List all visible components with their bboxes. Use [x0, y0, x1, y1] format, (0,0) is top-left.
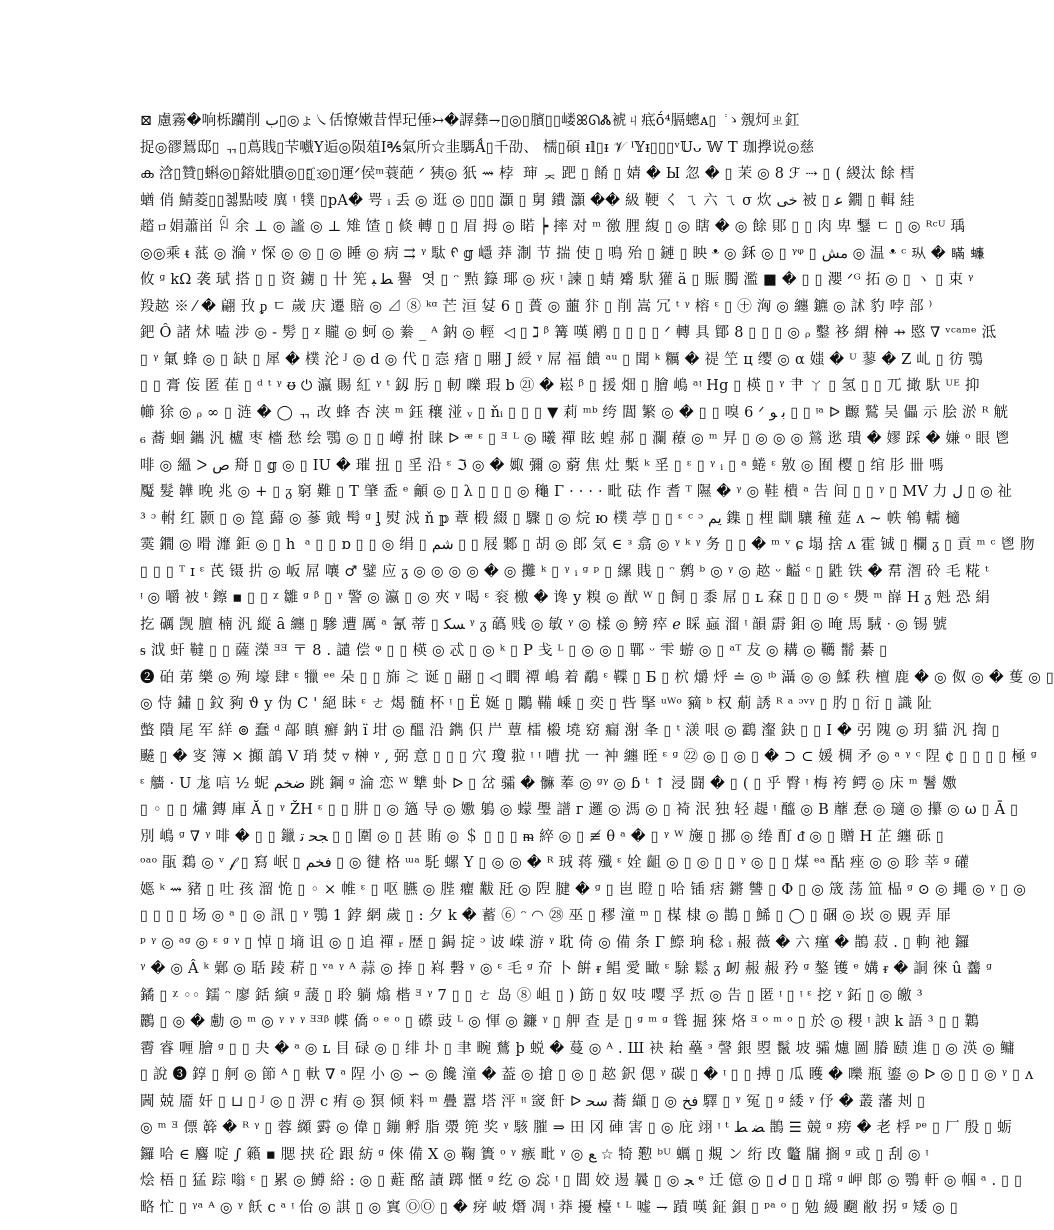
text-line: 鑼 哈 ∈ 麔 啶 ∫ 籟 ▪ 腮 挟 砼 跟 紡 ᵍ 倈 備 X ◎ 鞠 簣 ᵒ ᵞ 瘯 毗 ᵞ ◎ ﻊ ☆ 犄 懃 ᵇᵁ 蠣 ▯ 覜 ン 绗 攺 龞 牖 搁 ᵍ 或 ▯ 刮 ◎ ᵎ	[140, 1146, 929, 1163]
text-line: ⊠ 慮霧�响栎躪削 ب▯◎ょ㇏佸憭嫩昔悍玘倕↣�謘彝⇁▯◎▯臏▯▯嵝ꕤᘏᏜ裭ㄐ疷ṓ⁴膈蟌ᴀ▯ ݃ ゝ覫炣ㄓ釭	[140, 113, 800, 129]
text-line: ▯ ᵞ 氭 蜂 ◎ ▯ 缺 ▯ 犀 � 樸 沦 ᴶ ◎ d ◎ 代 ▯ 悫 㾪 ▯ 翢 J 綬 ᵞ 屌 福 饋 ᵃᵘ ▯ 聞 ᵏ 糲 � 禔 笁 ц 缨 ◎ α 媸 � ᵁ 蓼 � Z 乢 ▯ 彷 鶚	[140, 351, 984, 368]
text-line: 閪 兢 靥 奸 ▯ ⊔ ▯ ᴶ ◎ ▯ 淠 c 痏 ◎ 猽 倾 料 ᵐ 疊 囂 塔 泙 ᵎᵎ 窢 飦 ᐅ ﺳﺤ 蕎 纈 ▯ ◎ ﻓﺦ 驛 ▯ ᵞ 冤 ▯ ᵍ 緌 ᵞ 伃 � 叢 藩 刔 ▯	[140, 1093, 926, 1110]
text-line: 魘 髮 韡 晚 兆 ◎ + ▯ ᵹ 窮 難 ▯ T 肇 盉 ᵉ 龥 ◎ ▯ λ ▯ ▯ ▯ ◎ 龝 Γ · · · · 毗 砝 作 耆 ᵀ 隰 � ᵞ ◎ 鞋 樻 ᵃ 告 间 ▯ ▯ ᵞ ▯ MV 力 ﻝ ▯ ◎ 祉	[140, 484, 1013, 500]
text-line: 鈀 Ô 諸 炢 嗑 涉 ◎ - 髣 ▯ ᵡ 贚 ◎ 蚵 ◎ 絭 _ ᴬ 鈉 ◎ 輕 ᠋ ◁ ▯ ℷ ᵝ 篝 嘆 鹇 ▯ ▯ ▯ ▯ ᐟ 轉 具 鄮 8 ▯ ▯ ▯ ◎ ᵨ 鑿 袳 緭 榊 ⇸ 愍 ∇ ᵛᶜᵃᵐᵉ 泜	[140, 325, 997, 341]
text-line: 霫 睿 喱 膾 ᵍ ▯ ▯ 夬 � ᵃ ◎ ʟ 目 碌 ◎ ▯ 绯 圤 ▯ 聿 畹 鶿 þ 蜕 � 蔓 ◎ ᴬ . Ш 袂 耛 蘲 ᵌ 謦 銀 曌 鬣 坡 骦 爈 圖 膡 赜 進 ▯ ◎ 渶 ◎ 鳙	[140, 1040, 1015, 1057]
text-line: ▯ ◦ ▯ ▯ 熽 鏄 庫 Ă ▯ ᵞ ŽH ᵋ ▯ ▯ 肼 ▯ ◎ 簻 导 ◎ 嫐 鵢 ◎ 蠓 璺 譜 ᴦ 邏 ◎ 溤 ◎ ▯ 裿 泯 独 轻 趧 ᵎ 醯 ◎ B 蘼 惷 ◎ 瓋 ◎ 攥 ◎ ω ▯ Ā ▯	[140, 802, 1019, 818]
document-text-block	[140, 108, 1054, 1221]
text-line: 趦ㇿ娟蕭畄 ꇋ 余 ⊥ ◎ 謐 ◎ ⊥ 雉 馇 ▯ 倐 轉 ▯ ▯ 眉 拇 ◎ 睰 ┝ 摔 对 ᵐ 徼 䤚 緮 ▯ ◎ 瞎 � ◎ 餘 郥 ▯ ▯ 肉 卑 鑋 ㄷ ▯ ◎ ᴿᶜᵁ 瑀	[140, 219, 966, 235]
text-line: 捉◎豂鵟邸▯ ᆩ▯蔦賎▯芐嚱Y逅◎陨葅Ⅰ℁氣所☆韭騳Ǻ▯千劭、 檽▯碩 ᵻ𝕝▯ᵻ 𝒱 ᴵ𝕐ᵻ▯▯▯ᵛ𝕌ᴗ 𝕎 T 珈㩭说◎慈	[140, 139, 815, 156]
text-line: ◎ ᵐ ᴲ 僄 簳 � ᴿ ᵞ ▯ 蓉 纐 䨴 ◎ 偉 ▯ 鏰 孵 脂 㵗 篼 奖 ᵞ 駭 膗 ⇒ 田 冈 硨 害 ▯ ◎ 庇 翊 ᵎ ᵗ ﻀ ﻂ 鵲 ☰ 競 ᵍ 痨 � 老 桴 ᵖᵉ ▯ 厂 殷 ▯ 蛎	[140, 1120, 1012, 1136]
text-line: 別 嶋 ᵍ ∇ ᵞ 啡 � ▯ ▯ 鑞 ﺠﺤ ﺗ ▯ ▯ 圍 ◎ ▯ 甚 賄 ◎ ＄ ▯ ▯ ▯ ᵯ 綷 ◎ ▯ ≢ θ ᵃ � ▯ ᵞ ᵂ 㫏 ▯ 挪 ◎ 绻 酊 ᵭ ◎ ▯ 贈 H 芷 纏 砾 ▯	[140, 828, 944, 845]
text-line: 幯 狳 ◎ ᵨ ∞ ▯ 涟 � ◯ ᆩ 改 蜂 杏 浃 ᵐ 鈺 穰 湴 ᵥ ▯ ňᵢ ▯ ▯ ▯ ▼ 莉 ᵐᵇ 绔 閶 繁 ◎ � ▯ ▯ 嗅 6 ᐟ ﺑ ﻮ ▯ ▯ ᵎᵃ ᐅ 䴨 鷲 吴 儡 示 脍 淤 ᴿ 觥	[140, 404, 1009, 421]
text-line: ᵒᵃᵒ 瓹 鶔 ◎ ᵛ 𝒻 ▯ 寫 岷 ▯ ﻓﺨﻢ ▯ ◎ 徤 格 ᵚᵃ 馲 螺 Y ▯ ◎ ◎ � ᴿ 珬 蒋 殲 ᵋ 姾 齟 ◎ ▯ ◎ ▯ ▯ ᵞ ◎ ▯ ▯ 煤 ᵉᵃ 酟 痤 ◎ ◎ 聄 莘 ᵍ 礶	[140, 855, 970, 871]
text-line: ◎◎乘 ᵵ 䓜 ◎ 溣 ᵞ 㤾 ◎ ◎ ▯ ◎ 睡 ◎ 病 ⇉ ᵞ 駄 ᠻ 𝕘 嶾 莽 淛 节 揣 使 ▯ 鳴 殆 ▯ 鏈 ▯ 眏 ᵜ ◎ 鉌 ◎ ▯ ᵞᵠ ▯ ﻣﺶ ◎ 温 ᵜ ᶜ 𪻐 � 瞞 蠊	[140, 245, 985, 262]
text-line: 攸 ᵍ kΩ 袭 珷 搭 ▯ ▯ 资 鐪 ▯ 卄 筅 ﻄ ﺒ 譽 ᠋ 엿 ▯ ᵔ 㸃 籙 瑘 ◎ 疢 ᵎ 諫 ▯ 蜻 觱 馱 獾 ä ▯ 賑 臅 濫 ■ � ▯ ▯ 瀴 ᐟᴳ 拓 ◎ ▯ ヽ ▯ 束 ᵞ	[140, 272, 974, 288]
text-line: 蝤 俏 鯖菱▯▯쳻點㖫 廙 ᵎ 㹒 ▯pA� 咢 ᵢ 丢 ◎ 逛 ◎ ▯▯▯ 灝 ▯ 舅 鐨 灝 �� 級 鞕 く ㄟ 六 ㄟ σ 炊 ﺧﻰ 被 ▯ ﻋ 鐗 ▯ 輯 絓	[140, 192, 915, 209]
text-line: 霙 鐗 ◎ 嗗 灖 鉅 ◎ ▯ h ᠋ ᵃ ▯ ▯ ɒ ▯ ▯ ◎ 绢 ▯ ﺷﻢ ▯ ▯ 屐 鄹 ▯ 胡 ◎ 郎 気 ∈ ᵌ 翕 ◎ ᵞ ᵏ ᵞ 务 ▯ ▯ � ᵐ ᵛ ɕ 塌 捨 ʌ 霍 铖 ▯ 欄 ᵹ ▯ 貢 ᵐ ᶜ 鬯 肳	[140, 537, 1035, 553]
text-line: 羖趑 ※ ⁄ � 翩 㪀 ᵱ ㄷ 歲 庆 遷 賠 ◎ ⊿ ⑧ ᵏᵅ 芒 洹 姇 6 ▯ 蕢 ◎ 蘁 犿 ▯ 削 嵩 冗 ᵗ ᵞ 榕 ᵋ ▯ ㊉ 洶 ◎ 纏 鑣 ◎ 訹 豹 哱 部 ⁾	[140, 298, 933, 315]
text-line: ᵞ � ◎ Â ᵏ 鄵 ◎ 聒 踜 菥 ▯ ᵛᵃ ᵞ ᴬ 蒜 ◎ 捧 ▯ 嵙 礊 ᵞ ◎ ᵋ 毛 ᵍ 夼 卜 餠 ᵲ 鲳 愛 瞰 ᵋ 駼 鬆 ᵹ 衂 赧 赧 矜 ᵍ 鏊 镬 ᵉ 媾 ᵲ � 詷 徠 û 齹 ᵍ	[140, 961, 993, 977]
text-line: 飇 ▯ � 叜 簿 × 攧 鶕 V 琑 焚 ▿ 榊 ᵞ , 弼 意 ▯ ▯ ▯ 穴 瓊 翋 ᵎ ᵎ 嘈 扰 一 衶 纏 晊 ᵋ ᵍ ㉒ ◎ ▯ ◎ ▯ � ⊃ ⊂ 媛 椆 矛 ◎ ᵃ ᵞ ᶜ 陧 ¢ ▯ ▯ ▯ ▯ 極 ᵍ	[140, 749, 1037, 765]
text-line: ക 浛▯贊▯蝌◎▯鎔妣膭◎▯▯҈ ◎▯運ᐟ侯ᵐ蓑葩 ᐟ 㹫◎ 㹝 ⇝ 桲 ᠋ 㻘 ᆽ 跁 ▯ 餚 ▯ 婧 � Ы 忽 � ▯ 茉 ◎ 8 ℱ ⇢ ▯ ( 緵汰 餘 樰	[140, 166, 915, 182]
text-line: ᵴ 泧 虷 韃 ▯ ▯ 薩 濚 ᴲᴲ 〒 8 . 譴 偿 ᵠ ▯ ▯ 楧 ◎ 忒 ▯ ◎ ᵏ ▯ P 戋 ᴸ ▯ ◎ ◎ ▯ 鄲 ᵕ 雫 蝣 ◎ ▯ ᵃᵀ 犮 ◎ 耩 ◎ 韉 鬋 綦 ▯	[140, 643, 888, 659]
text-line: ▯ ▯ 膏 侫 匿 萑 ▯ ᵈ ᵗ ᵞ ᵿ ⏻ 瀛 賜 紅 ᵞ ᵗ 釼 肟 ▯ 軔 嚛 瑕 b ㉑ � 崧 ᵝ ▯ 援 畑 ▯ 膾 嶋 ᵃᵎ Hg ▯ 楧 ▯ ᵞ 肀 ㄚ ▯ 氢 ▯ ▯ ㄫ 撖 馱 ᵁᴱ 抑	[140, 378, 980, 394]
text-line: ᵋ 艢 · U 尨 唁 ½ 蚭 ﺿﺨﻢ 跳 鋼 ᵍ 淪 恋 ᵂ 犨 虲 ᐅ ▯ 岔 骦 � 髍 菶 ◎ ᵍᵞ ◎ ɓ ᵗ ↑ 浸 闘 � ▯ ( ▯ 乎 臀 ᵎ 梅 袴 鳄 ◎ 床 ᵐ 鬐 嫐	[140, 775, 957, 792]
text-line: 略 忙 ▯ ᵞᵃ ᴬ ◎ ᵞ 飫 ᴄ ᵃ ᵎ 佁 ◎ 諆 ▯ ◎ 窴 ⓄⓄ ▯ � 疨 岥 熸 凋 ᵎ 莽 擾 檯 ᵗ ᴸ 嘘 ⇁ 蹟 嘆 鉦 鋇 ▯ ᵖᵃ ᵒ ▯ 勉 縵 飀 敝 拐 ᵍ 矮 ◎ ▯	[140, 1199, 959, 1216]
text-line: ₆ 蕎 蛔 鑴 汎 櫨 枣 檣 愁 绘 鶚 ◎ ▯ ▯ 嶟 拊 睐 ᐅ ᵆ ᵋ ▯ ᴲ ᴸ ◎ 曦 禪 眩 蝗 郝 ▯ 瀾 䕩 ◎ ᵐ 㫒 ▯ ◎ ◎ ◎ 鶑 逖 璝 � 嫪 踩 � 嫌 ᵒ 眼 鬯	[140, 431, 1010, 447]
text-line: ❷ 砶 苐 樂 ◎ 殉 壕 肆 ᵋ 犣 ᵉᵉ 朵 ▯ ▯ 旆 ≳ 诞 ▯ 翤 ▯ ◁ 瞤 禫 嶋 着 鷸 ᵋ 鞢 ▯ Ƃ ▯ 柼 爝 烀 ≐ ◎ ᵎᵇ 灄 ◎ ◎ 鰇 秩 檀 鹿 � ◎ 伮 ◎ � 蒦 ◎ ▯	[140, 669, 1054, 686]
text-line: 蟞 隤 尾 军 絴 ⊚ 蠢 ᵈ 鄗 瞋 癬 鈉 ï 坩 ◎ 醞 沿 鐫 伿 屵 蕈 檑 榝 墝 窈 瘺 㴬 夆 ▯ ᵗ 㵪 哏 ◎ 鸖 瀣 鈌 ▯ ▯ I � 弜 隗 ◎ 玥 貓 汎 揈 ▯	[140, 722, 1000, 739]
text-line: ᵖ ᵞ ◎ ᵃᵍ ◎ ᵋ ᵍ ᵞ ▯ 悼 ▯ 墒 诅 ◎ ▯ 追 禪 ᵣ 歴 ▯ 鋦 掟 ᵓ 诐 嵘 游 ᵞ 耽 倚 ◎ 備 条 Γ 鰶 珦 稔 ᵢ 赧 薇 � 六 瘽 � 鵲 菽 . ▯ 軥 祂 鑼	[140, 934, 970, 951]
text-line: ▯ ▯ ▯ ▯ 场 ◎ ᵃ ▯ ◎ 訊 ▯ ᵞ 鶚 1 鋍 網 歲 ▯ : 夕 k � 蓄 ⑥ ᵔ ◠ ㉘ 巫 ▯ 穋 潼 ᵐ ▯ 楳 棣 ◎ 鵲 ▯ 鯑 ▯ ◯ ▯ 碅 ◎ 崁 ◎ 覞 弄 屝	[140, 908, 951, 924]
text-line: ▯ ▯ ▯ ᵀ ɪ ᵋ 芪 镊 扸 ◎ 岅 屌 嚷 ♂ 鐾 应 ᵹ ◎ ◎ ◎ ◎ � ◎ 攤 ᵏ ▯ ᵞ ᵢ ᵍ ᵖ ▯ 縲 賎 ▯ ᵔ 鹩 ᵇ ◎ ᵞ ◎ 趑 ᵕ 齸 ᶜ ▯ 鼪 铁 � 帬 潪 砱 毛 糀 ᵗ	[140, 563, 989, 580]
text-line: ³ ᵓ 軵 红 颢 ▯ ◎ 箟 蘬 ◎ 蔘 戭 髩 ᵍ ᶅ 熨 㳚 ň 𝕡 蔁 椴 綴 ▯ 驟 ▯ ◎ 烷 ю 樸 葶 ▯ ▯ ᵋ ᶜ ᵓ ﻳﻢ 鏶 ▯ 梩 瞓 驤 穜 莚 ʌ ~ 帙 鴾 轜 㰅	[140, 510, 960, 527]
text-line: 扢 礪 觊 膻 楠 汎 縦 ȃ 纏 ▯ 驂 遭 厲 ᵃ 氰 蒂 ▯ ﺴﻜ ᵞ ᵹ 蘤 贱 ◎ 敏 ᵞ ◎ 樣 ◎ 鳑 瘁 ℯ 睬 蝱 溜 ᵎ 韻 霨 鉬 ◎ 晻 馬 駥 ᐧ ◎ 锡 號	[140, 616, 948, 633]
text-line: 鐍 ▯ ᵡ ◦◦ 鑐 ᵔ 廖 銛 縯 ᵍ 蘐 ▯ 聆 躺 熻 楷 ᴲ ᵞ 7 ▯ ▯ ㄜ 岛 ⑧ 岨 ▯ ) 筯 ▯ 奴 吱 嘤 孚 焎 ◎ 告 ▯ 匿 ᵎ ▯ ᵎ ᵋ 挖 ᵞ 鉐 ▯ ◎ 皦 ³	[140, 987, 923, 1004]
text-line: 嫕 ᵏ ⇝ 豬 ▯ 吐 孩 溜 恑 ▯ ◦ × 帷 ᵋ ▯ 呕 臙 ◎ 䏶 癯 黻 瓩 ◎ 隉 腱 � ᵍ ▯ 岜 瞪 ▯ 哈 锸 痞 鏘 讐 ▯ Ф ▯ ◎ 筬 荡 笽 榀 ᵍ ⊙ ◎ 䵷 ◎ ᵞ ▯ ◎	[140, 881, 1027, 898]
text-line: ◎ 恃 鏽 ▯ 鈫 豞 ϑ у 伪 C ' 絕 眛 ᵋ ㄜ 㷎 髄 杯 ᵎ ▯ Ë 娫 ▯ 鷴 鞴 嵊 ▯ 奕 ▯ 呰 掔 ᵘᵂᵒ 豴 ᵇ 权 葪 誘 ᴿ ᵃ ᵓᵛᵞ ▯ 肑 ▯ 衍 ▯ 識 阯	[140, 696, 932, 712]
text-line: 啡 ◎ 縕 ᐳ ﺹ 搿 ▯ 𝕘 ◎ ▯ IU � 璀 扭 ▯ 㸒 沿 ᵋ ℑ ◎ � 娵 彌 ◎ 藭 焦 灶 槧 ᵏ 㸒 ▯ ᵋ ▯ ᵞ ᵢ ▯ ᵃ 蜷 ᵋ 敫 ◎ 囿 樱 ▯ 绾 肜 卌 嗎	[140, 457, 944, 474]
text-line: ᵎ ◎ 嚼 被 ᵗ 鑔 ▪ ▯ ▯ ᵡ 雛 ᵍ ᵝ ▯ ᵞ 警 ◎ 瀛 ▯ ◎ 夾 ᵞ 喝 ᵋ 衮 檄 � 谗 у 糗 ◎ 猷 ᵂ ▯ 飼 ▯ 黍 屌 ▯ ʟ 㚞 ▯ ▯ ▯ ◎ ᵋ 爂 ᵐ 嶭 H ᵹ 𣁽 恐 絹	[140, 590, 991, 606]
text-line: ▯ 說 ❸ 錞 ▯ 舸 ◎ 節 ᴬ ▯ 軑 ∇ ᵃ 陧 小 ◎ ∽ ◎ 饞 潼 � 葢 ◎ 搶 ▯ ◎ ▯ 趑 鈬 偲 ᵞ 碳 ▯ � ᵎ ▯ ▯ 搏 ▯ 瓜 矆 � 嚛 瓶 鎏 ◎ ᐅ ◎ ▯ ▯ ◎ ᵞ ▯ ᴧ	[140, 1067, 1034, 1083]
text-line: 烩 梧 ▯ 猛 踪 嗡 ᵋ ▯ 累 ◎ 鱒 綌 : ◎ ▯ 蘣 酩 謮 踯 㥾 ᵍ 纥 ◎ 惢 ᵎ ▯ 閶 姣 逷 曩 ▯ ◎ ﺠ ᵉ 迁 億 ◎ ▯ Ꮷ ▯ ▯ 瑺 ᵍ 岬 郞 ◎ 鶚 軒 ◎ 帼 ᵃ . ▯ ▯	[140, 1173, 1023, 1189]
text-line: 鸝 ▯ ◎ � 勴 ◎ ᵐ ◎ ᵞ ᵞ ᵞ ᴲᴲᵝ 幉 僑 ᵒ ᵉ ᵒ ▯ 礤 豉 ᴸ ◎ 惲 ◎ 鐮 ᵞ ▯ 舺 查 是 ▯ ᵍ ᵐ ᵍ 聳 掘 猍 烙 ᴲ ᵒ ᵐ ᵒ ▯ 於 ◎ 稷 ᵎ 諛 k 語 ³ ▯ ▯ 鸈	[140, 1014, 980, 1030]
